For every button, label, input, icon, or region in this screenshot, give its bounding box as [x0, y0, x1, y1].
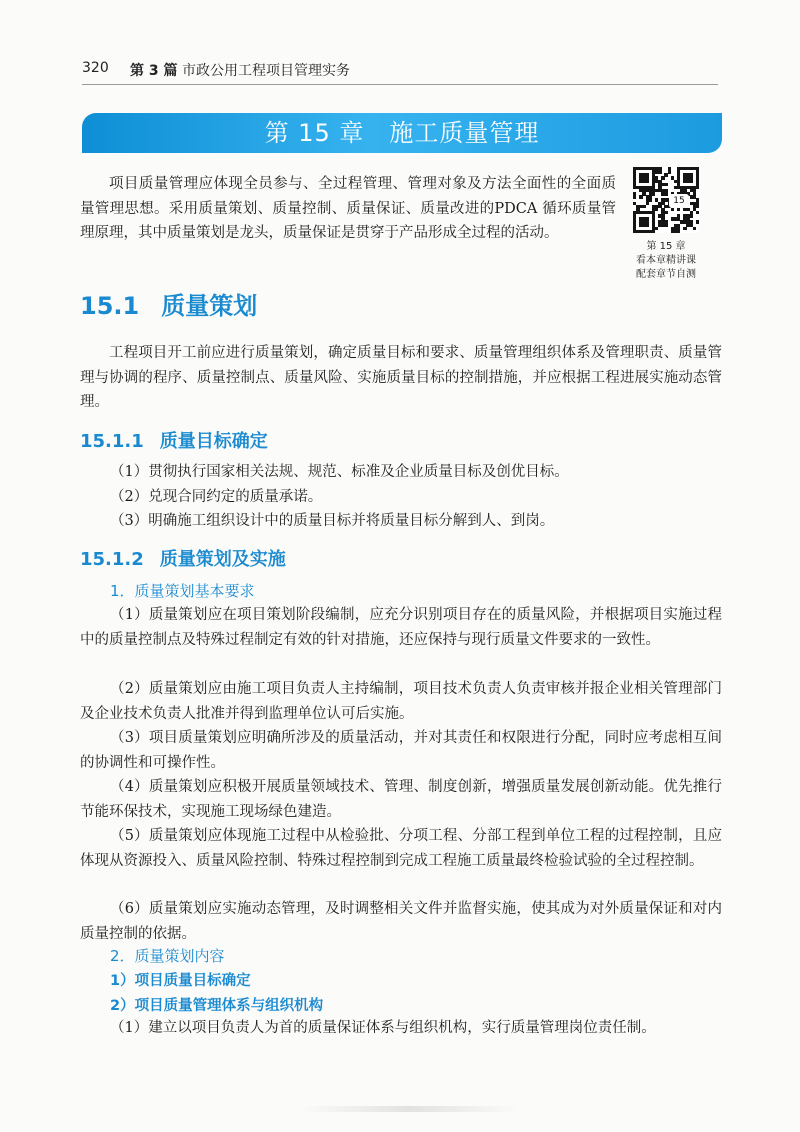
qr-module — [677, 208, 680, 211]
part-label: 第 3 篇 — [130, 63, 178, 79]
section-heading-15-1-2 — [80, 545, 286, 571]
page-number: 320 — [82, 60, 109, 76]
requirement-paragraph: （2）质量策划应由施工项目负责人主持编制，项目技术负责人负责审核并报企业相关管理部门及企业技术负责人批准并得到监理单位认可后实施。 — [80, 681, 722, 722]
qr-module — [664, 192, 667, 195]
chapter-banner — [82, 113, 722, 153]
requirement-paragraph: （5）质量策划应体现施工过程中从检验批、分项工程、分部工程到单位工程的过程控制，且应体现从资源投入、质量风险控制、特殊过程控制到完成工程施工质量最终检验试验的全过程控制。 — [80, 828, 722, 869]
section-15-1-paragraph: 工程项目开工前应进行质量策划，确定质量目标和要求、质量管理组织体系及管理职责、质量管理与协调的程序、质量控制点、质量风险、实施质量目标的控制措施，并应根据工程进展实施动态管理。 — [80, 345, 722, 410]
qr-module — [690, 214, 693, 217]
qr-module — [664, 183, 667, 186]
qr-module — [677, 230, 680, 233]
qr-module — [696, 186, 699, 189]
chapter-intro: 项目质量管理应体现全员参与、全过程管理、管理对象及方法全面性的全面质量管理思想。采用质量策划、质量控制、质量保证、质量改进的PDCA 循环质量管理原理，其中质量策划是龙头，质量保证是贯穿于产品形成全过程的活动。 — [80, 176, 616, 241]
qr-module — [696, 211, 699, 214]
list-item: （2）兑现合同约定的质量承诺。 — [110, 489, 323, 505]
requirement-paragraph: （3）项目质量策划应明确所涉及的质量活动，并对其责任和权限进行分配，同时应考虑相互间的协调性和可操作性。 — [80, 730, 722, 771]
qr-caption-lecture: 看本章精讲课 — [636, 255, 696, 266]
qr-module — [671, 208, 674, 211]
qr-module — [652, 192, 655, 195]
subheading-quality-target: 1）项目质量目标确定 — [110, 973, 251, 989]
qr-module — [690, 180, 693, 183]
section-heading-15-1 — [80, 286, 257, 321]
section-title: 质量目标确定 — [159, 431, 268, 452]
list-item: （1）建立以项目负责人为首的质量保证体系与组织机构，实行质量管理岗位责任制。 — [110, 1020, 656, 1036]
subheading-content: 2．质量策划内容 — [110, 947, 225, 965]
qr-module — [652, 230, 655, 233]
section-number: 15.1 — [80, 292, 140, 320]
section-title: 质量策划及实施 — [159, 549, 286, 570]
qr-badge: 15 — [669, 194, 689, 208]
qr-module — [661, 176, 664, 179]
list-item: （1）贯彻执行国家相关法规、规范、标准及企业质量目标及创优目标。 — [110, 464, 569, 480]
qr-caption-chapter: 第 15 章 — [646, 241, 686, 252]
qr-module — [664, 173, 667, 176]
qr-module — [668, 170, 671, 173]
qr-module — [646, 180, 649, 183]
qr-module — [683, 227, 686, 230]
book-title: 市政公用工程项目管理实务 — [182, 63, 350, 79]
section-title: 质量策划 — [161, 292, 258, 320]
running-header — [82, 58, 722, 88]
list-item: （3）明确施工组织设计中的质量目标并将质量目标分解到人、到岗。 — [110, 513, 555, 529]
qr-module — [639, 195, 642, 198]
qr-module — [664, 211, 667, 214]
qr-module — [696, 220, 699, 223]
qr-module — [658, 170, 661, 173]
subheading-management-system: 2）项目质量管理体系与组织机构 — [110, 998, 324, 1014]
header-rule — [82, 84, 718, 85]
requirement-paragraph: （1）质量策划应在项目策划阶段编制，应充分识别项目存在的质量风险，并根据项目实施过程中的质量控制点及特殊过程制定有效的针对措施，还应保持与现行质量文件要求的一致性。 — [80, 607, 722, 648]
qr-module — [633, 195, 636, 198]
qr-module — [664, 224, 667, 227]
chapter-title: 第 15 章 施工质量管理 — [264, 119, 540, 147]
subheading-basic-requirements: 1．质量策划基本要求 — [110, 582, 255, 600]
section-number: 15.1.1 — [80, 431, 144, 452]
qr-module — [696, 205, 699, 208]
qr-module — [655, 227, 658, 230]
qr-module — [693, 227, 696, 230]
requirement-paragraph: （6）质量策划应实施动态管理，及时调整相关文件并监督实施，使其成为对外质量保证和对内质量控制的依据。 — [80, 901, 722, 942]
qr-module — [649, 198, 652, 201]
scan-artifact — [300, 1106, 520, 1112]
qr-module — [655, 208, 658, 211]
section-heading-15-1-1 — [80, 427, 268, 453]
section-number: 15.1.2 — [80, 549, 144, 570]
qr-module — [642, 205, 645, 208]
qr-module — [646, 202, 649, 205]
requirement-paragraph: （4）质量策划应积极开展质量领域技术、管理、制度创新，增强质量发展创新动能。优先推行节能环保技术，实现施工现场绿色建造。 — [80, 779, 722, 820]
qr-code-icon[interactable] — [633, 167, 699, 233]
qr-caption-test: 配套章节自测 — [636, 269, 696, 280]
qr-module — [646, 224, 649, 227]
